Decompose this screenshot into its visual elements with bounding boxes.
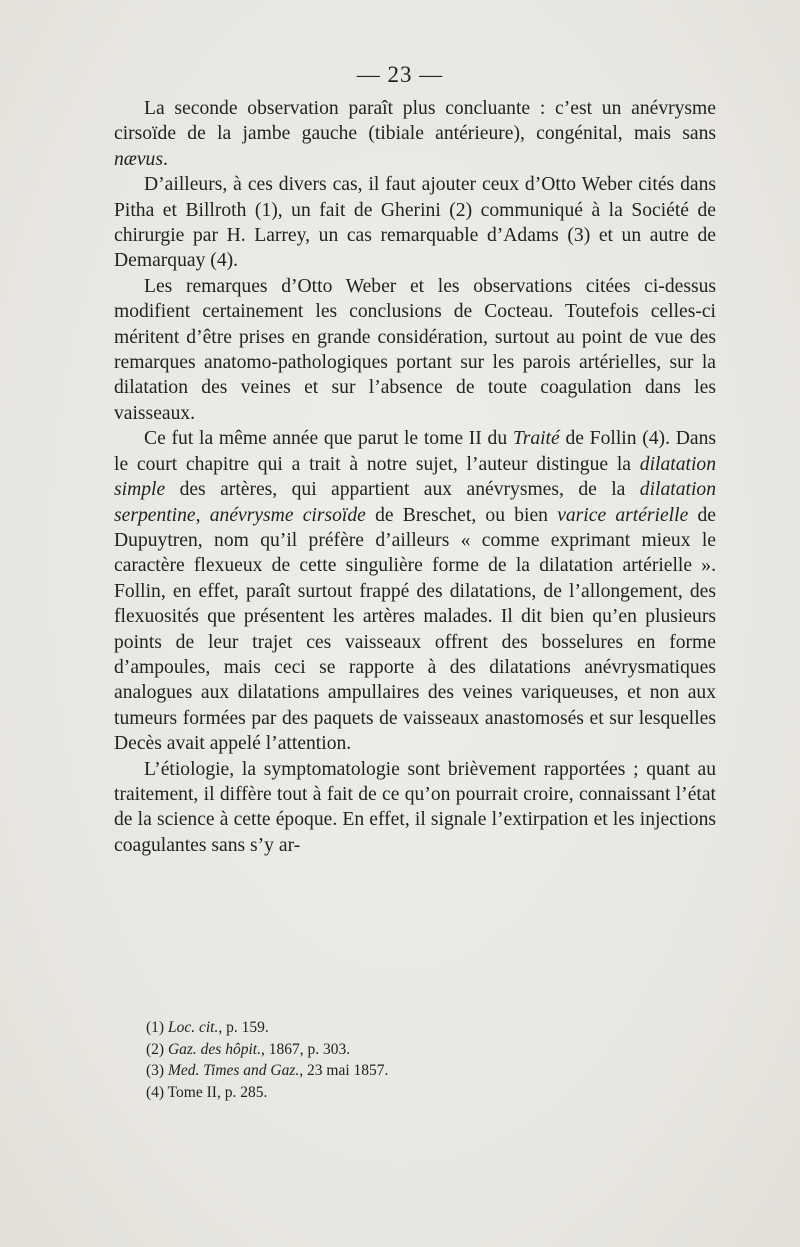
italic-text: Med. Times and Gaz. [167, 1062, 300, 1079]
footnote [146, 1060, 706, 1082]
body-text [114, 96, 716, 858]
text-run: des artères, qui appartient aux anévrysmes, de la [165, 479, 640, 501]
italic-text: Gaz. des hôpit. [167, 1040, 261, 1058]
paragraph [114, 757, 716, 859]
paragraph [114, 96, 716, 172]
paragraph [114, 172, 716, 274]
footnotes [146, 1017, 706, 1103]
text-run: (2) [146, 1040, 168, 1058]
italic-text: Traité [512, 428, 560, 450]
text-run: (3) [146, 1062, 168, 1079]
text-run: Ce fut la même année que parut le tome II du [144, 428, 513, 450]
text-run: La seconde observation paraît plus concluante : c’est un anévrysme cirsoïde de la jambe gauche (tibiale antérieure), congénital, mais sans [114, 98, 716, 145]
text-run: (1) [146, 1019, 168, 1036]
paragraph [114, 426, 716, 756]
text-run: de Follin (4). Dans le court chapitre qui a trait à notre sujet, l’auteur distingue la [114, 428, 716, 475]
italic-text: varice artérielle [557, 504, 689, 526]
text-run: , 23 mai 1857. [299, 1062, 389, 1079]
text-run: (4) Tome II, p. 285. [146, 1083, 268, 1101]
italic-text: anévrysme cirsoïde [209, 504, 366, 526]
text-run: . [162, 148, 168, 170]
italic-text: nævus [114, 148, 163, 170]
text-run: D’ailleurs, à ces divers cas, il faut ajouter ceux d’Otto Weber cités dans Pitha et Billroth (1), un fait de Gherini (2) communiqué à la Société de chirurgie par H. Larrey, un cas remarquable d’Adams (3) et un autre de Demarquay (4). [114, 174, 716, 272]
text-run: , 1867, p. 303. [260, 1040, 351, 1058]
footnote [146, 1017, 706, 1039]
text-run: de Breschet, ou bien [365, 504, 558, 526]
text-run: Les remarques d’Otto Weber et les observations citées ci-dessus modifient certainement les conclusions de Cocteau. Toutefois celles-ci méritent d’être prises en grande considération, surtout au point de vue des remarques anatomo-pathologiques portant sur les parois artérielles, sur la dilatation des veines et sur l’absence de toute coagulation dans les vaisseaux. [114, 275, 716, 424]
footnote [146, 1039, 706, 1061]
paragraph [114, 274, 716, 426]
text-run: , p. 159. [218, 1019, 269, 1036]
footnote [146, 1082, 706, 1104]
text-run: de Dupuytren, nom qu’il préfère d’ailleurs « comme exprimant mieux le caractère flexueux de cette singulière forme de la dilatation artérielle ». Follin, en effet, paraît surtout frappé des dilatations, de l’allongement, des flexuosités que présentent les artères malades. Il dit bien qu’en plusieurs points de leur trajet ces vaisseaux offrent des bosselures en forme d’ampoules, mais ceci se rapporte à des dilatations anévrysmatiques analogues aux dilatations ampullaires des veines variqueuses, et non aux tumeurs formées par des paquets de vaisseaux anastomosés et sur lesquelles Decès avait appelé l’attention. [114, 504, 716, 755]
italic-text: Loc. cit. [167, 1019, 219, 1036]
text-run: , [195, 504, 210, 526]
italic-text: dilatation serpentine [114, 479, 716, 526]
italic-text: dilatation simple [114, 453, 716, 501]
page-number: — 23 — [356, 62, 444, 87]
text-run: L’étiologie, la symptomatologie sont brièvement rapportées ; quant au traitement, il diffère tout à fait de ce qu’on pourrait croire, connaissant l’état de la science à cette époque. En effet, il signale l’extirpation et les injections coagulantes sans s’y ar- [114, 758, 716, 856]
